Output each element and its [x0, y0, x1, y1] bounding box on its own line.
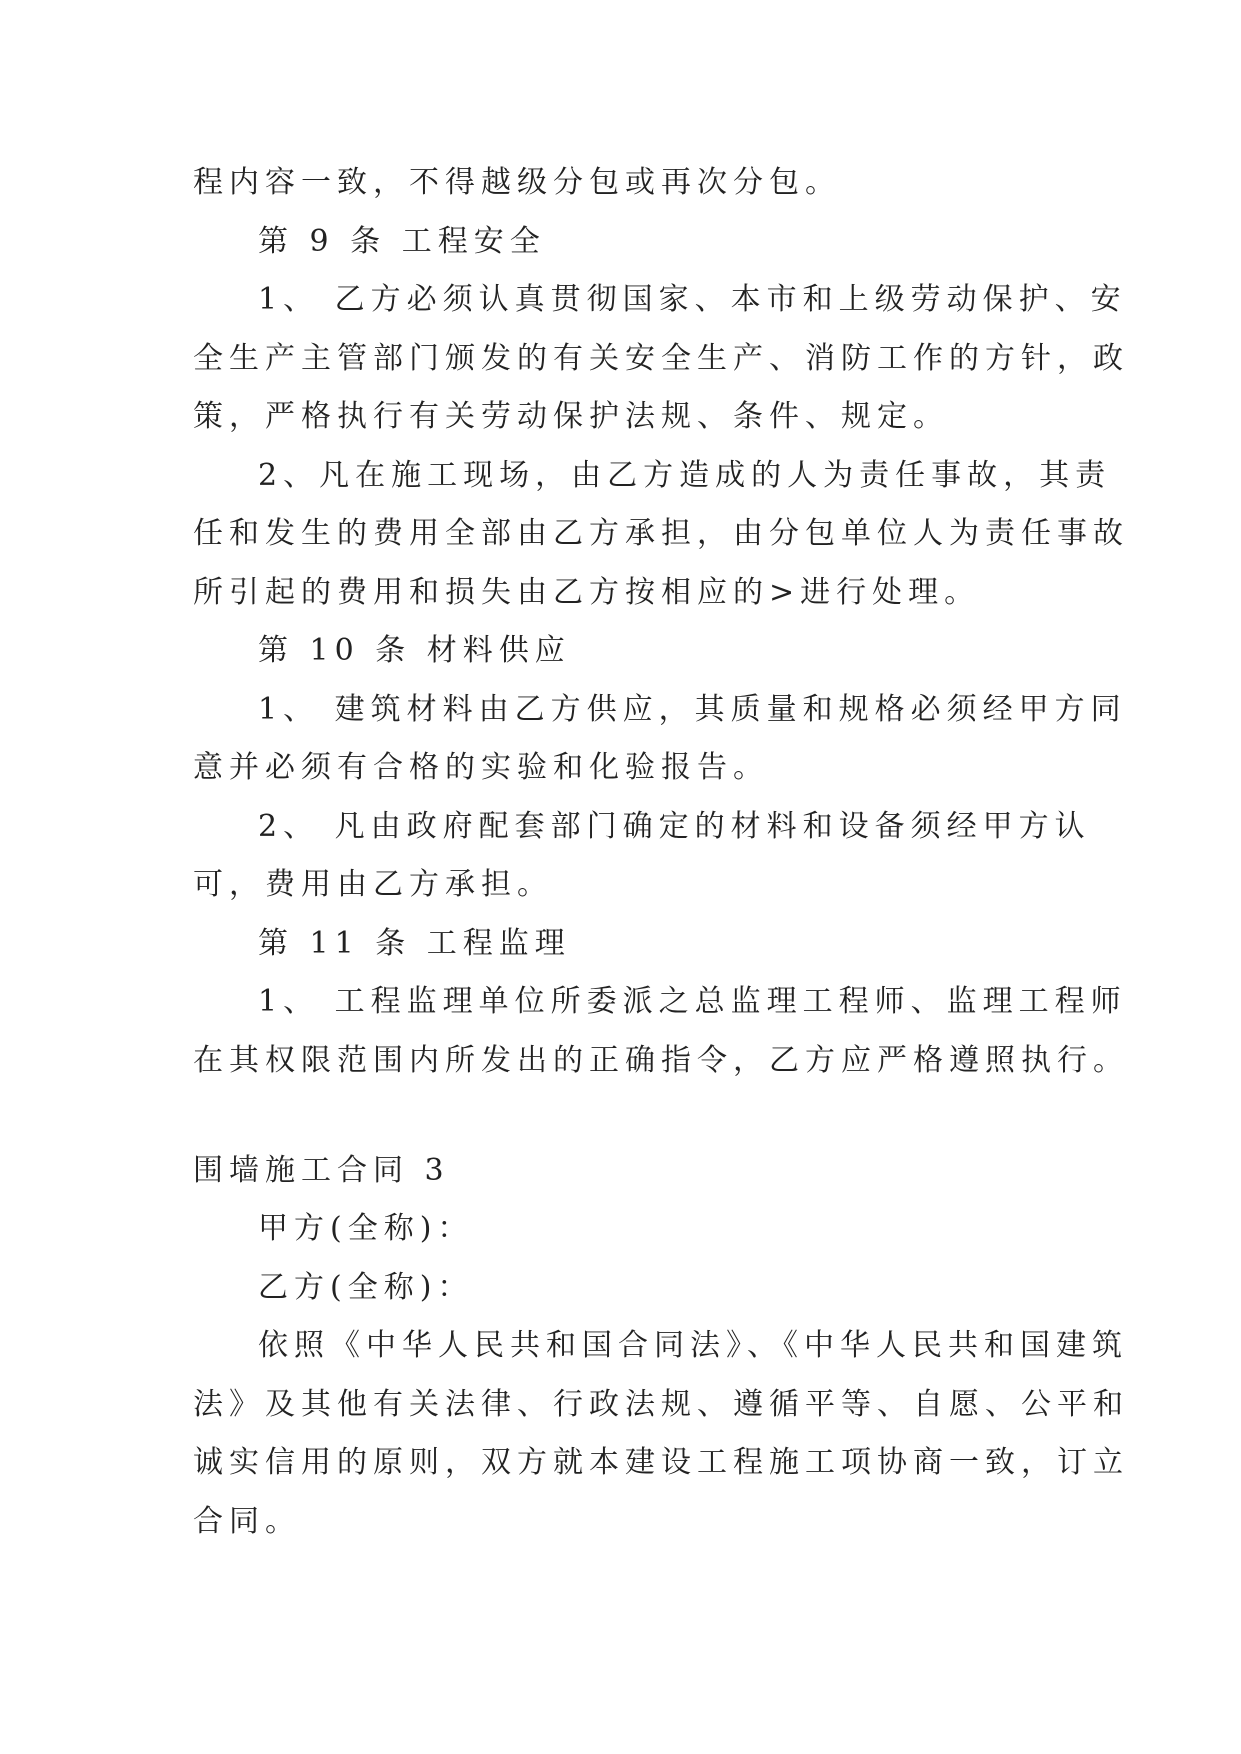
text-line: 1、 乙方必须认真贯彻国家、本市和上级劳动保护、安	[258, 282, 1127, 317]
text-line: 意并必须有合格的实验和化验报告。	[193, 750, 769, 785]
party-a-line: 甲方(全称)：	[258, 1211, 474, 1246]
text-line: 依照《中华人民共和国合同法》、《中华人民共和国建筑	[258, 1328, 1128, 1363]
text-line: 2、凡在施工现场，由乙方造成的人为责任事故，其责	[258, 458, 1112, 493]
document-title: 围墙施工合同 3	[193, 1153, 450, 1188]
text-line: 2、 凡由政府配套部门确定的材料和设备须经甲方认	[258, 809, 1091, 844]
text-line: 可，费用由乙方承担。	[193, 867, 553, 902]
text-line: 诚实信用的原则，双方就本建设工程施工项协商一致，订立	[193, 1445, 1129, 1480]
text-line: 任和发生的费用全部由乙方承担，由分包单位人为责任事故	[193, 516, 1129, 551]
section-heading: 第 11 条 工程监理	[258, 926, 571, 961]
text-line: 法》及其他有关法律、行政法规、遵循平等、自愿、公平和	[193, 1387, 1129, 1422]
text-line: 所引起的费用和损失由乙方按相应的>进行处理。	[193, 575, 981, 610]
text-line: 全生产主管部门颁发的有关安全生产、消防工作的方针，政	[193, 341, 1129, 376]
text-line: 1、 建筑材料由乙方供应，其质量和规格必须经甲方同	[258, 692, 1127, 727]
text-line: 策，严格执行有关劳动保护法规、条件、规定。	[193, 399, 949, 434]
text-line: 1、 工程监理单位所委派之总监理工程师、监理工程师	[258, 984, 1127, 1019]
party-b-line: 乙方(全称)：	[258, 1270, 474, 1305]
text-line: 程内容一致，不得越级分包或再次分包。	[193, 165, 841, 200]
section-heading: 第 10 条 材料供应	[258, 633, 571, 668]
text-line: 合同。	[193, 1504, 301, 1539]
section-heading: 第 9 条 工程安全	[258, 224, 546, 259]
text-line: 在其权限范围内所发出的正确指令，乙方应严格遵照执行。	[193, 1043, 1129, 1078]
